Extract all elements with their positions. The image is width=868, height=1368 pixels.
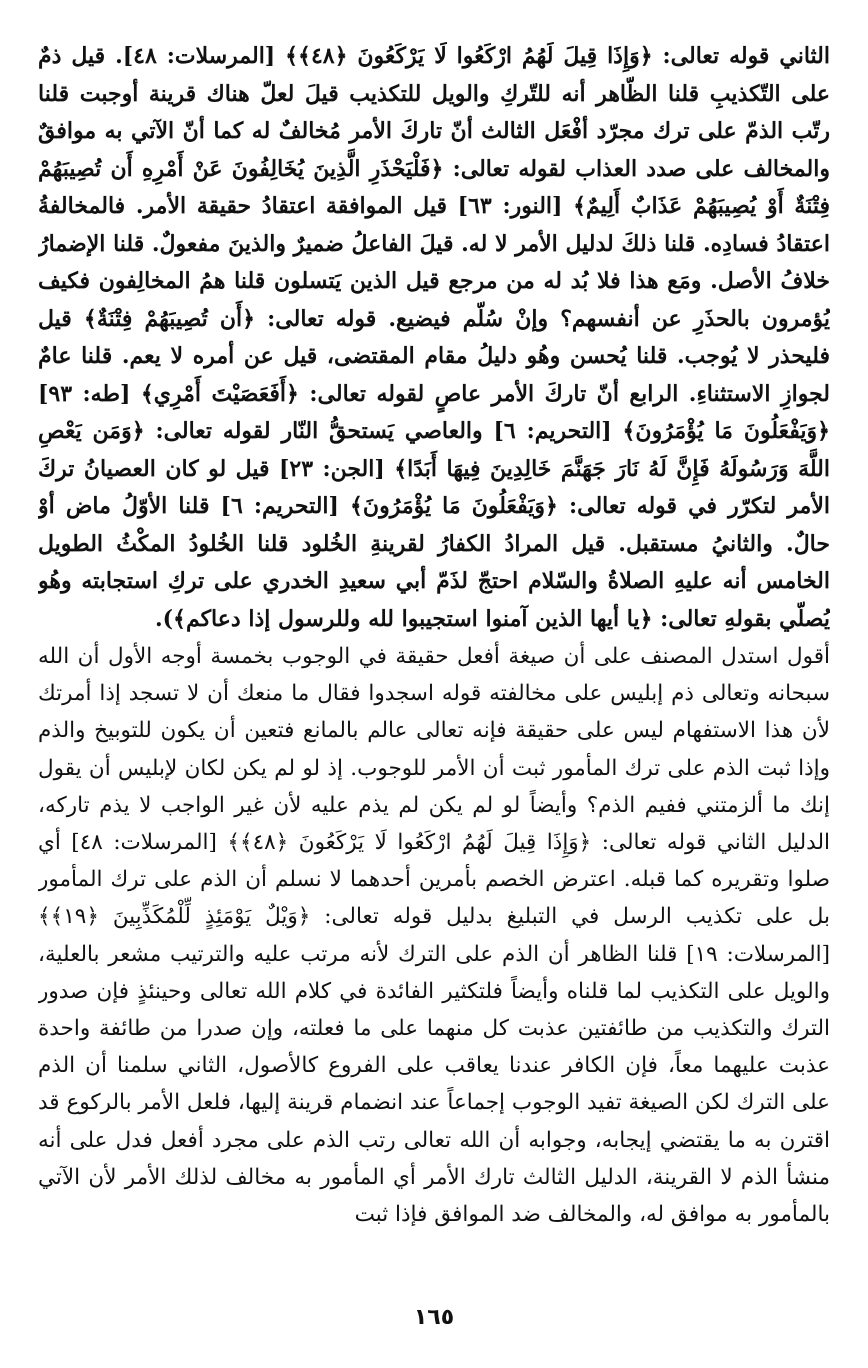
document-page <box>38 38 830 1288</box>
commentary-paragraph: الثاني قوله تعالى: ﴿وَإِذَا قِيلَ لَهُمُ ارْكَعُوا لَا يَرْكَعُونَ ﴿٤٨﴾﴾ [المرسلات: ٤٨]. قيل ذمٌ على التّكذيبِ قلنا الظّاهر أنه للتّركِ والويل للتكذيب قيلَ لعلّ هناك قرينة أوجبت قلنا رتّب الذمّ على ترك مجرّد أفْعَل الثالث أنّ تاركَ الأمر مُخالفٌ له كما أنّ الآتي به موافقٌ والمخالف على صدد العذاب لقوله تعالى: ﴿فَلْيَحْذَرِ الَّذِينَ يُخَالِفُونَ عَنْ أَمْرِهِ أَن تُصِيبَهُمْ فِتْنَةٌ أَوْ يُصِيبَهُمْ عَذَابٌ أَلِيمٌ﴾ [النور: ٦٣] قيل الموافقة اعتقادُ حقيقة الأمر. فالمخالفةُ اعتقادُ فسادِه. قلنا ذلكَ لدليل الأمر لا له. قيلَ الفاعلُ ضميرٌ والذينَ مفعولٌ. قلنا الإضمارُ خلافُ الأصل. ومَع هذا فلا بُد له من مرجع قيل الذين يَتسلون قلنا همُ المخالِفون فكيف يُؤمرون بالحذَرِ عن أنفسهم؟ وإنْ سُلّم فيضيع. قوله تعالى: ﴿أَن تُصِيبَهُمْ فِتْنَةٌ﴾ قيل فليحذر لا يُوجب. قلنا يُحسن وهُو دليلُ مقام المقتضى، قيل عن أمره لا يعم. قلنا عامٌ لجوازِ الاستثناءِ. الرابع أنّ تاركَ الأمر عاصٍ لقوله تعالى: ﴿أَفَعَصَيْتَ أَمْرِي﴾ [طه: ٩٣] ﴿وَيَفْعَلُونَ مَا يُؤْمَرُونَ﴾ [التحريم: ٦] والعاصي يَستحقُّ النّار لقوله تعالى: ﴿وَمَن يَعْصِ اللَّهَ وَرَسُولَهُ فَإِنَّ لَهُ نَارَ جَهَنَّمَ خَالِدِينَ فِيهَا أَبَدًا﴾ [الجن: ٢٣] قيل لو كان العصيانُ تركَ الأمر لتكرّر في قوله تعالى: ﴿وَيَفْعَلُونَ مَا يُؤْمَرُونَ﴾ [التحريم: ٦] قلنا الأوّلُ ماض أوْ حالٌ. والثانيُ مستقبل. قيل المرادُ الكفارُ لقرينةِ الخُلود قلنا الخُلودُ المكْثُ الطويل الخامس أنه عليهِ الصلاةُ والسّلام احتجّ لذَمّ أبي سعيدِ الخدري على تركِ استجابته وهُو يُصلّي بقولهِ تعالى: ﴿يا أيها الذين آمنوا استجيبوا لله وللرسول إذا دعاكم﴾). <box>38 43 830 632</box>
page-number: ١٦٥ <box>413 1305 455 1330</box>
body-paragraph: أقول استدل المصنف على أن صيغة أفعل حقيقة في الوجوب بخمسة أوجه الأول أن الله سبحانه وتعالى ذم إبليس على مخالفته قوله اسجدوا فقال ما منعك أن لا تسجد إذا أمرتك لأن هذا الاستفهام ليس على حقيقة فإنه تعالى عالم بالمانع فتعين أن يكون للتوبيخ والذم وإذا ثبت الذم على ترك المأمور ثبت أن الأمر للوجوب. إذ لو لم يكن لكان لإبليس أن يقول إنك ما ألزمتني ففيم الذم؟ وأيضاً لو لم يكن لم يذم عليه لأن غير الواجب لا يذم تاركه، الدليل الثاني قوله تعالى: ﴿وَإِذَا قِيلَ لَهُمُ ارْكَعُوا لَا يَرْكَعُونَ ﴿٤٨﴾﴾ [المرسلات: ٤٨] أي صلوا وتقريره كما قبله. اعترض الخصم بأمرين أحدهما لا نسلم أن الذم على ترك المأمور بل على تكذيب الرسل في التبليغ بدليل قوله تعالى: ﴿وَيْلٌ يَوْمَئِذٍ لِّلْمُكَذِّبِينَ ﴿١٩﴾﴾ [المرسلات: ١٩] قلنا الظاهر أن الذم على الترك لأنه مرتب عليه والترتيب مشعر بالعلية، والويل على التكذيب لما قلناه وأيضاً فلتكثير الفائدة في كلام الله تعالى وحينئذٍ فإن صدور الترك والتكذيب من طائفتين عذبت كل منهما على ما فعلته، وإن صدرا من طائفة واحدة عذبت عليهما معاً، فإن الكافر عندنا يعاقب على الفروع كالأصول، الثاني سلمنا أن الذم على الترك لكن الصيغة تفيد الوجوب إجماعاً عند انضمام قرينة إليها، فلعل الأمر بالركوع قد اقترن به ما يقتضي إيجابه، وجوابه أن الله تعالى رتب الذم على مجرد أفعل فدل على أنه منشأ الذم لا القرينة، الدليل الثالث تارك الأمر أي المأمور به مخالف لذلك الأمر لأن الآتي بالمأمور به موافق له، والمخالف ضد الموافق فإذا ثبت <box>38 644 830 1228</box>
